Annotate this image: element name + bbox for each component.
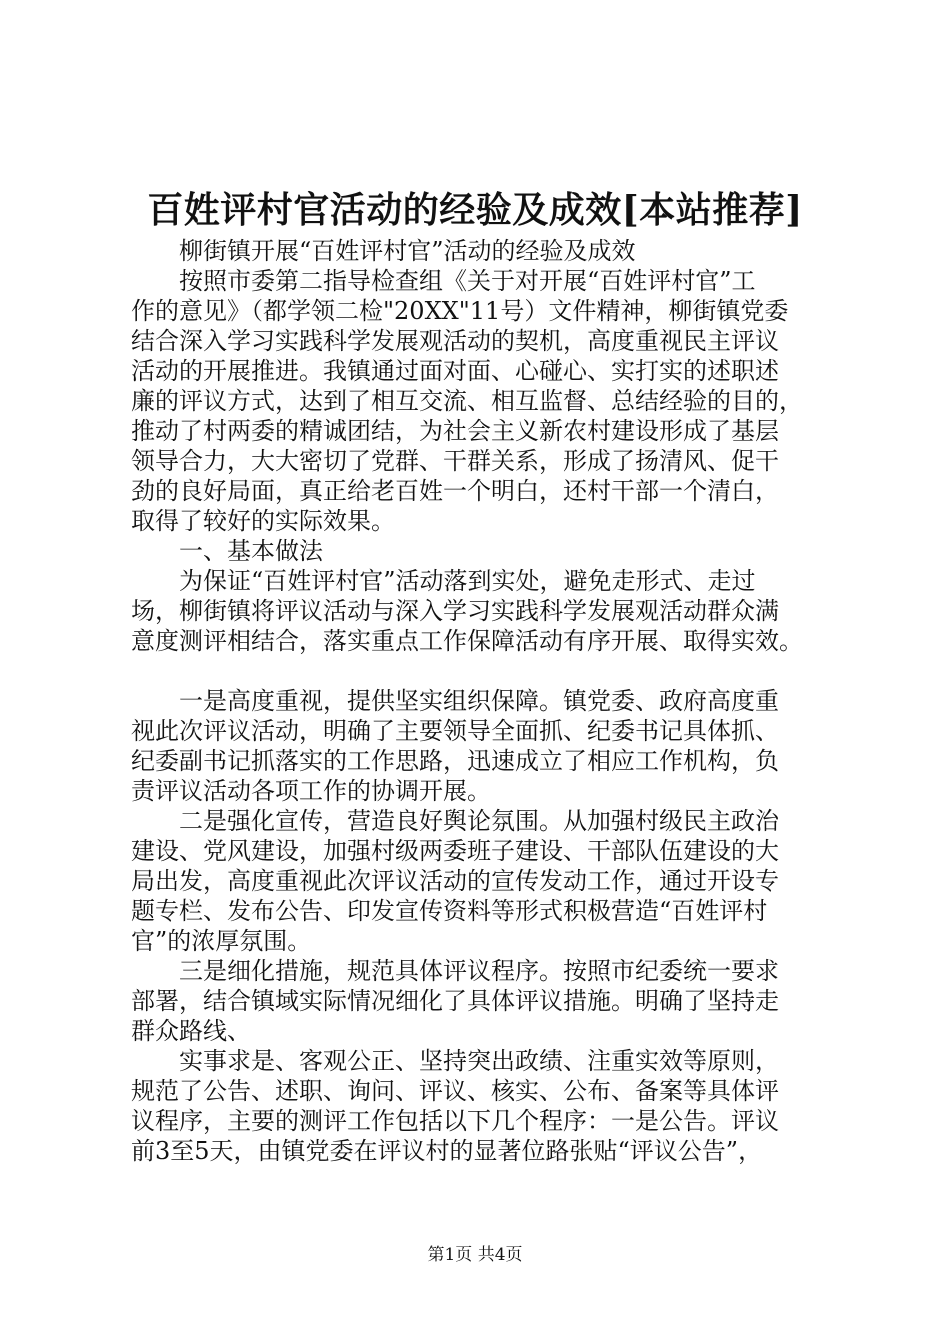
paragraph-line: 场，柳街镇将评议活动与深入学习实践科学发展观活动群众满	[131, 597, 779, 625]
paragraph-line: 群众路线、	[131, 1017, 251, 1045]
subtitle-line: 柳街镇开展“百姓评村官”活动的经验及成效	[179, 237, 636, 265]
paragraph-line: 题专栏、发布公告、印发宣传资料等形式积极营造“百姓评村	[131, 897, 768, 925]
paragraph-line: 廉的评议方式，达到了相互交流、相互监督、总结经验的目的，	[131, 387, 803, 415]
paragraph-line: 一是高度重视，提供坚实组织保障。镇党委、政府高度重	[179, 687, 779, 715]
paragraph-line: 二是强化宣传，营造良好舆论氛围。从加强村级民主政治	[179, 807, 779, 835]
paragraph-line: 意度测评相结合，落实重点工作保障活动有序开展、取得实效。	[131, 627, 803, 655]
blank-line	[131, 656, 841, 686]
paragraph-line: 局出发，高度重视此次评议活动的宣传发动工作，通过开设专	[131, 867, 779, 895]
paragraph-line: 规范了公告、述职、询问、评议、核实、公布、备案等具体评	[131, 1077, 779, 1105]
paragraph-line: 劲的良好局面，真正给老百姓一个明白，还村干部一个清白，	[131, 477, 779, 505]
paragraph-line: 建设、党风建设，加强村级两委班子建设、干部队伍建设的大	[131, 837, 779, 865]
document-title: 百姓评村官活动的经验及成效[本站推荐]	[147, 189, 803, 231]
page-number: 第1页 共4页	[427, 1245, 523, 1265]
paragraph-line: 部署，结合镇域实际情况细化了具体评议措施。明确了坚持走	[131, 987, 779, 1015]
paragraph-line: 三是细化措施，规范具体评议程序。按照市纪委统一要求	[179, 957, 779, 985]
paragraph-line: 前3至5天，由镇党委在评议村的显著位路张贴“评议公告”，	[131, 1137, 763, 1165]
paragraph-line: 官”的浓厚氛围。	[131, 927, 312, 955]
paragraph-line: 视此次评议活动，明确了主要领导全面抓、纪委书记具体抓、	[131, 717, 779, 745]
document-body	[131, 236, 841, 1166]
section-heading: 一、基本做法	[179, 537, 323, 565]
paragraph-line: 取得了较好的实际效果。	[131, 507, 395, 535]
paragraph-line: 为保证“百姓评村官”活动落到实处，避免走形式、走过	[179, 567, 756, 595]
paragraph-line: 实事求是、客观公正、坚持突出政绩、注重实效等原则，	[179, 1047, 779, 1075]
paragraph-line: 纪委副书记抓落实的工作思路，迅速成立了相应工作机构，负	[131, 747, 779, 775]
paragraph-line: 活动的开展推进。我镇通过面对面、心碰心、实打实的述职述	[131, 357, 779, 385]
paragraph-line: 议程序，主要的测评工作包括以下几个程序：一是公告。评议	[131, 1107, 779, 1135]
paragraph-line: 结合深入学习实践科学发展观活动的契机，高度重视民主评议	[131, 327, 779, 355]
paragraph-line: 责评议活动各项工作的协调开展。	[131, 777, 491, 805]
paragraph-line: 作的意见》（都学领二检"20XX"11号）文件精神，柳街镇党委	[131, 297, 789, 325]
paragraph-line: 领导合力，大大密切了党群、干群关系，形成了扬清风、促干	[131, 447, 779, 475]
paragraph-line: 按照市委第二指导检查组《关于对开展“百姓评村官”工	[179, 267, 756, 295]
paragraph-line: 推动了村两委的精诚团结，为社会主义新农村建设形成了基层	[131, 417, 779, 445]
